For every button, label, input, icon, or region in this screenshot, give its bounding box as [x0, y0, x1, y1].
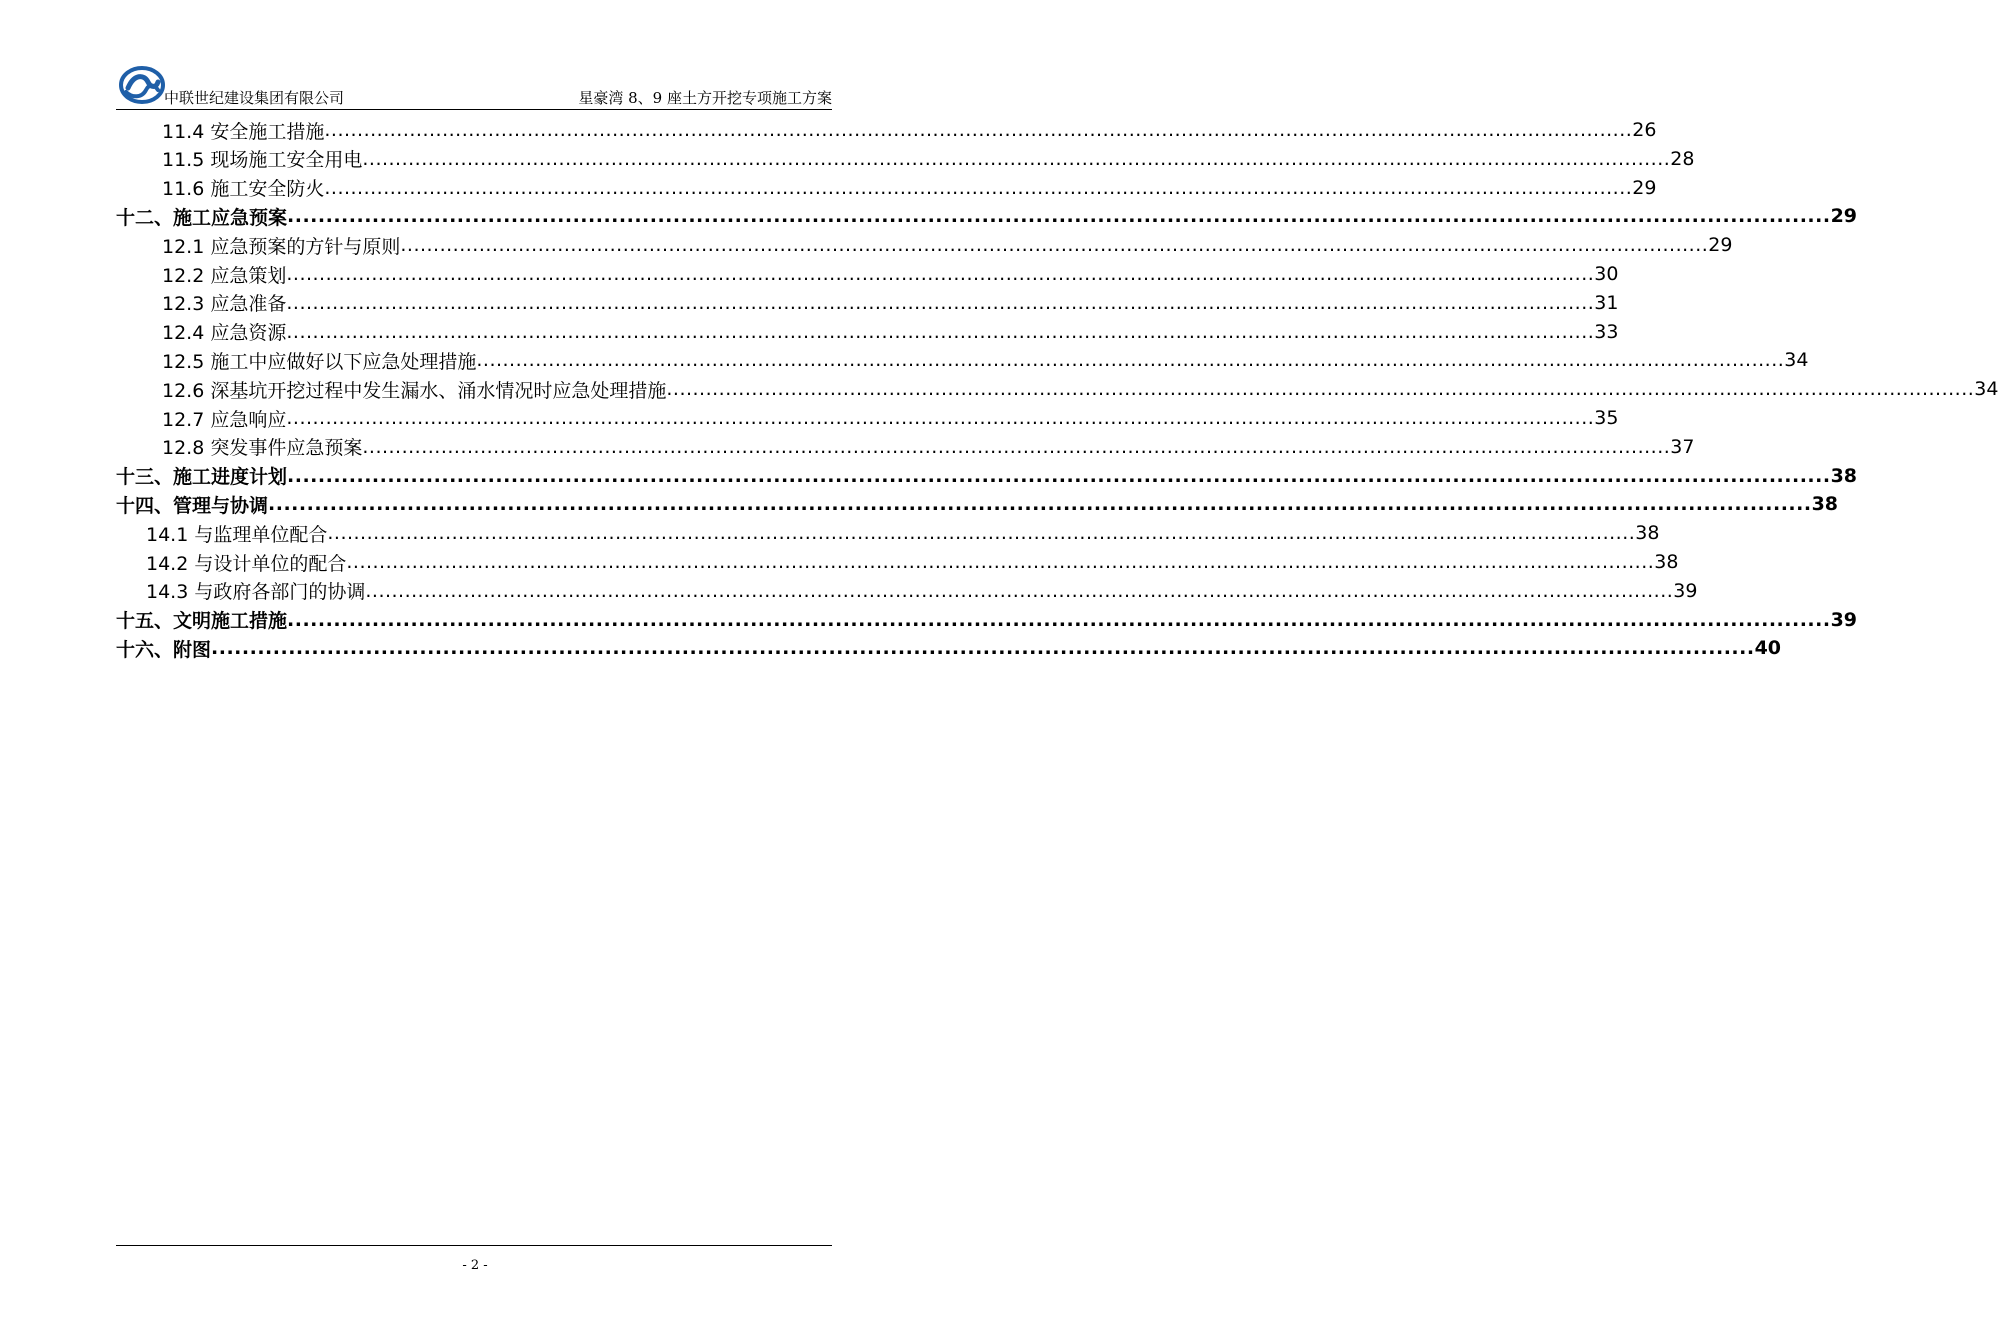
toc-entry-page: 35 — [1594, 407, 1619, 429]
toc-entry[interactable] — [162, 289, 1619, 317]
toc-entry-page: 39 — [1830, 608, 1858, 631]
toc-entry-page: 39 — [1673, 579, 1698, 602]
toc-entry[interactable] — [162, 260, 1619, 288]
project-title: 星豪湾 8、9 座土方开挖专项施工方案 — [578, 89, 832, 107]
toc-leader-dots: ........................................................................................................................................................................................................ — [362, 435, 1671, 458]
toc-entry[interactable] — [146, 577, 1698, 605]
toc-entry[interactable] — [162, 404, 1619, 432]
toc-leader-dots: ........................................................................................................................................................................................................ — [362, 147, 1671, 170]
toc-entry-label: 十五、文明施工措施 — [116, 610, 288, 633]
company-logo-icon — [118, 66, 166, 104]
toc-leader-dots: ........................................................................................................................................................................................................ — [476, 349, 1785, 372]
toc-entry-page: 33 — [1594, 320, 1619, 343]
toc-entry-page: 38 — [1811, 493, 1839, 516]
toc-leader-dots: ........................................................................................................................................................................................................ — [286, 291, 1595, 314]
toc-entry-page: 37 — [1670, 435, 1695, 458]
toc-entry-label: 12.5 施工中应做好以下应急处理措施 — [162, 350, 477, 373]
toc-entry-page: 34 — [1974, 378, 1998, 401]
footer-divider — [116, 1245, 832, 1246]
toc-entry-label: 14.3 与政府各部门的协调 — [146, 581, 366, 604]
toc-entry-page: 31 — [1594, 291, 1619, 314]
toc-entry[interactable] — [162, 346, 1809, 374]
toc-entry-page: 40 — [1754, 637, 1782, 660]
toc-entry-label: 12.8 突发事件应急预案 — [162, 437, 363, 460]
toc-entry[interactable] — [162, 318, 1619, 346]
toc-leader-dots: ........................................................................................................................................................................................................ — [268, 493, 1812, 516]
toc-entry-label: 14.2 与设计单位的配合 — [146, 552, 347, 575]
toc-entry-page: 29 — [1632, 176, 1657, 199]
toc-entry-label: 12.1 应急预案的方针与原则 — [162, 235, 401, 258]
toc-entry-label: 十六、附图 — [116, 638, 212, 661]
toc-leader-dots: ........................................................................................................................................................................................................ — [666, 378, 1975, 401]
page-number: - 2 - — [462, 1258, 488, 1273]
toc-entry[interactable] — [162, 231, 1733, 259]
toc-entry[interactable] — [116, 462, 1858, 490]
toc-entry-page: 34 — [1784, 349, 1809, 372]
toc-entry-page: 28 — [1670, 147, 1695, 170]
toc-entry[interactable] — [116, 634, 1782, 662]
toc-leader-dots: ........................................................................................................................................................................................................ — [346, 551, 1655, 573]
header-divider — [116, 109, 832, 110]
toc-leader-dots: ........................................................................................................................................................................................................ — [211, 637, 1755, 660]
toc-leader-dots: ........................................................................................................................................................................................................ — [286, 263, 1595, 285]
toc-entry-label: 12.3 应急准备 — [162, 293, 287, 316]
toc-leader-dots: ........................................................................................................................................................................................................ — [286, 407, 1595, 429]
toc-leader-dots: ........................................................................................................................................................................................................ — [365, 579, 1674, 602]
toc-entry-label: 12.7 应急响应 — [162, 408, 287, 431]
toc-entry-label: 11.4 安全施工措施 — [162, 120, 325, 143]
toc-entry[interactable] — [116, 202, 1858, 230]
toc-entry[interactable] — [146, 548, 1679, 576]
toc-leader-dots: ........................................................................................................................................................................................................ — [287, 205, 1831, 228]
page-header — [112, 62, 832, 110]
toc-entry-page: 29 — [1830, 205, 1858, 228]
toc-leader-dots: ........................................................................................................................................................................................................ — [324, 176, 1633, 199]
toc-entry-label: 11.6 施工安全防火 — [162, 178, 325, 201]
toc-leader-dots: ........................................................................................................................................................................................................ — [286, 320, 1595, 343]
toc-entry-label: 12.6 深基坑开挖过程中发生漏水、涌水情况时应急处理措施 — [162, 379, 667, 402]
toc-entry-label: 十四、管理与协调 — [116, 494, 269, 517]
toc-entry-label: 12.4 应急资源 — [162, 322, 287, 345]
toc-entry[interactable] — [146, 519, 1660, 547]
toc-entry-label: 14.1 与监理单位配合 — [146, 523, 328, 546]
toc-leader-dots: ........................................................................................................................................................................................................ — [287, 464, 1831, 487]
toc-entry-page: 29 — [1708, 234, 1733, 257]
toc-leader-dots: ........................................................................................................................................................................................................ — [327, 522, 1636, 545]
toc-entry[interactable] — [162, 174, 1657, 202]
toc-entry[interactable] — [116, 490, 1839, 518]
toc-entry-label: 11.5 现场施工安全用电 — [162, 149, 363, 172]
toc-entry-page: 38 — [1635, 522, 1660, 545]
toc-entry-label: 十三、施工进度计划 — [116, 466, 288, 489]
toc-leader-dots: ........................................................................................................................................................................................................ — [287, 608, 1831, 631]
toc-entry[interactable] — [162, 433, 1695, 461]
toc-entry[interactable] — [162, 116, 1657, 144]
toc-entry-label: 十二、施工应急预案 — [116, 206, 288, 229]
toc-entry[interactable] — [116, 606, 1858, 634]
toc-entry-page: 30 — [1594, 263, 1619, 285]
toc-entry[interactable] — [162, 145, 1695, 173]
toc-entry-page: 38 — [1830, 464, 1858, 487]
toc-entry[interactable] — [162, 375, 1998, 403]
toc-leader-dots: ........................................................................................................................................................................................................ — [400, 234, 1709, 257]
company-name: 中联世纪建设集团有限公司 — [164, 89, 345, 107]
toc-entry-label: 12.2 应急策划 — [162, 264, 287, 287]
toc-entry-page: 38 — [1654, 551, 1679, 573]
toc-entry-page: 26 — [1632, 119, 1657, 141]
toc-leader-dots: ........................................................................................................................................................................................................ — [324, 119, 1633, 141]
